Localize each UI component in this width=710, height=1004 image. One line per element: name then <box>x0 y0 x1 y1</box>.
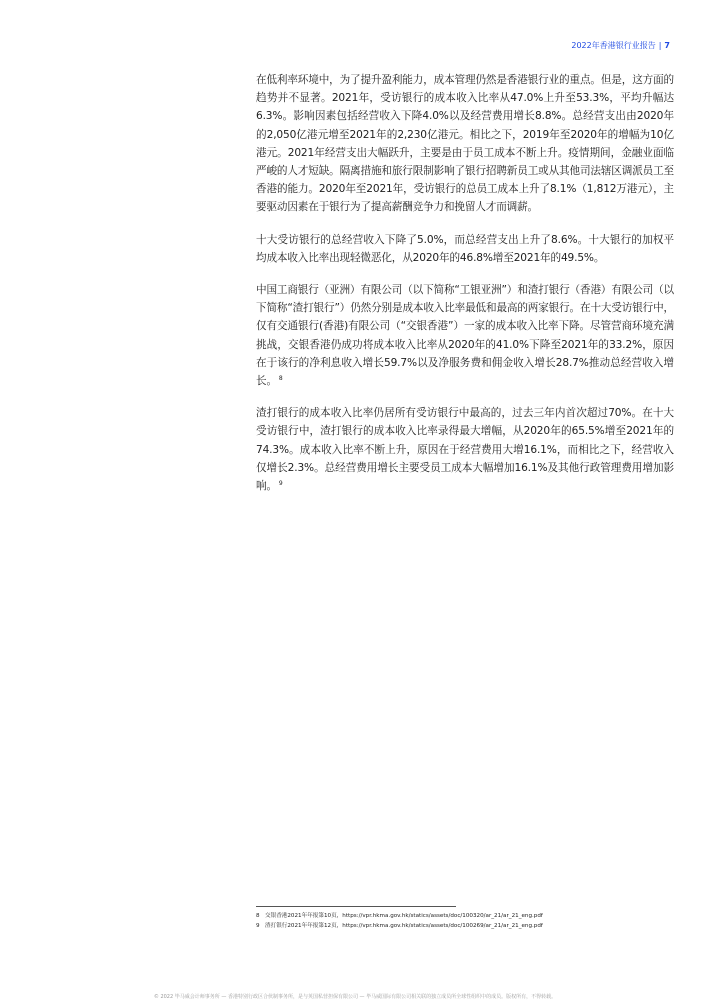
paragraph-icbc-scb <box>256 281 674 390</box>
paragraph-text: 中国工商银行（亚洲）有限公司（以下简称“工银亚洲”）和渣打银行（香港）有限公司（以下简称“渣打银行”）仍然分别是成本收入比率最低和最高的两家银行。在十大受访银行中，仅有交通银行(香港)有限公司（“交银香港”）一家的成本收入比率下降。尽管营商环境充满挑战，交银香港仍成功将成本收入比率从2020年的41.0%下降至2021年的33.2%，原因在于该行的净利息收入增长59.7%以及净服务费和佣金收入增长28.7%推动总经营收入增长。 <box>256 284 674 388</box>
footnote-divider <box>256 906 456 907</box>
footnote-text[interactable]: 渣打银行2021年年报第12页，https://vpr.hkma.gov.hk/statics/assets/doc/100269/ar_21/ar_21_eng.pdf <box>265 922 543 929</box>
header-separator: | <box>658 41 662 50</box>
footnote-8 <box>256 912 676 922</box>
footnote-text[interactable]: 交银香港2021年年报第10页，https://vpr.hkma.gov.hk/statics/assets/doc/100320/ar_21/ar_21_eng.pdf <box>265 913 543 919</box>
page-number: 7 <box>664 41 670 50</box>
report-title: 2022年香港银行业报告 <box>571 41 656 50</box>
paragraph-text: 渣打银行的成本收入比率仍居所有受访银行中最高的，过去三年内首次超过70%。在十大受访银行中，渣打银行的成本收入比率录得最大增幅，从2020年的65.5%增至2021年的74.3%。成本收入比率不断上升，原因在于经营费用大增16.1%，而相比之下，经营收入仅增长2.3%。总经营费用增长主要受员工成本大幅增加16.1%及其他行政管理费用增加影响。 <box>256 407 674 493</box>
footnote-mark: 9 <box>256 922 260 929</box>
body-text <box>256 71 674 509</box>
footnotes <box>256 912 676 931</box>
footnote-mark: 8 <box>256 913 260 919</box>
paragraph-text: 十大受访银行的总经营收入下降了5.0%，而总经营支出上升了8.6%。十大银行的加权平均成本收入比率出现轻微恶化，从2020年的46.8%增至2021年的49.5%。 <box>256 233 674 264</box>
paragraph-scb-ratio <box>256 404 674 495</box>
running-header <box>571 40 670 51</box>
paragraph-cost-management <box>256 71 674 217</box>
paragraph-text: 在低利率环境中，为了提升盈利能力，成本管理仍然是香港银行业的重点。但是，这方面的趋势并不显著。2021年，受访银行的成本收入比率从47.0%上升至53.3%，平均升幅达6.3%。影响因素包括经营收入下降4.0%以及经营费用增长8.8%。总经营支出由2020年的2,050亿港元增至2021年的2,230亿港元。相比之下，2019年至2020年的增幅为10亿港元。2021年经营支出大幅跃升，主要是由于员工成本不断上升。疫情期间，金融业面临严峻的人才短缺。隔离措施和旅行限制影响了银行招聘新员工或从其他司法辖区调派员工至香港的能力。2020年至2021年，受访银行的总员工成本上升了8.1%（1,812万港元），主要驱动因素在于银行为了提高薪酬竞争力和挽留人才而调薪。 <box>256 74 674 214</box>
footnote-ref-8[interactable]: 8 <box>278 374 283 382</box>
footnote-9 <box>256 922 676 932</box>
paragraph-top-ten-banks <box>256 231 674 267</box>
legal-notice: © 2022 毕马威会计师事务所 — 香港特别行政区合伙制事务所，是与英国私营担保有限公司 — 毕马威国际有限公司相关联的独立成员所全球性组织中的成员。版权所有，不得转载。 <box>153 994 557 1000</box>
footnote-ref-9[interactable]: 9 <box>278 479 283 487</box>
